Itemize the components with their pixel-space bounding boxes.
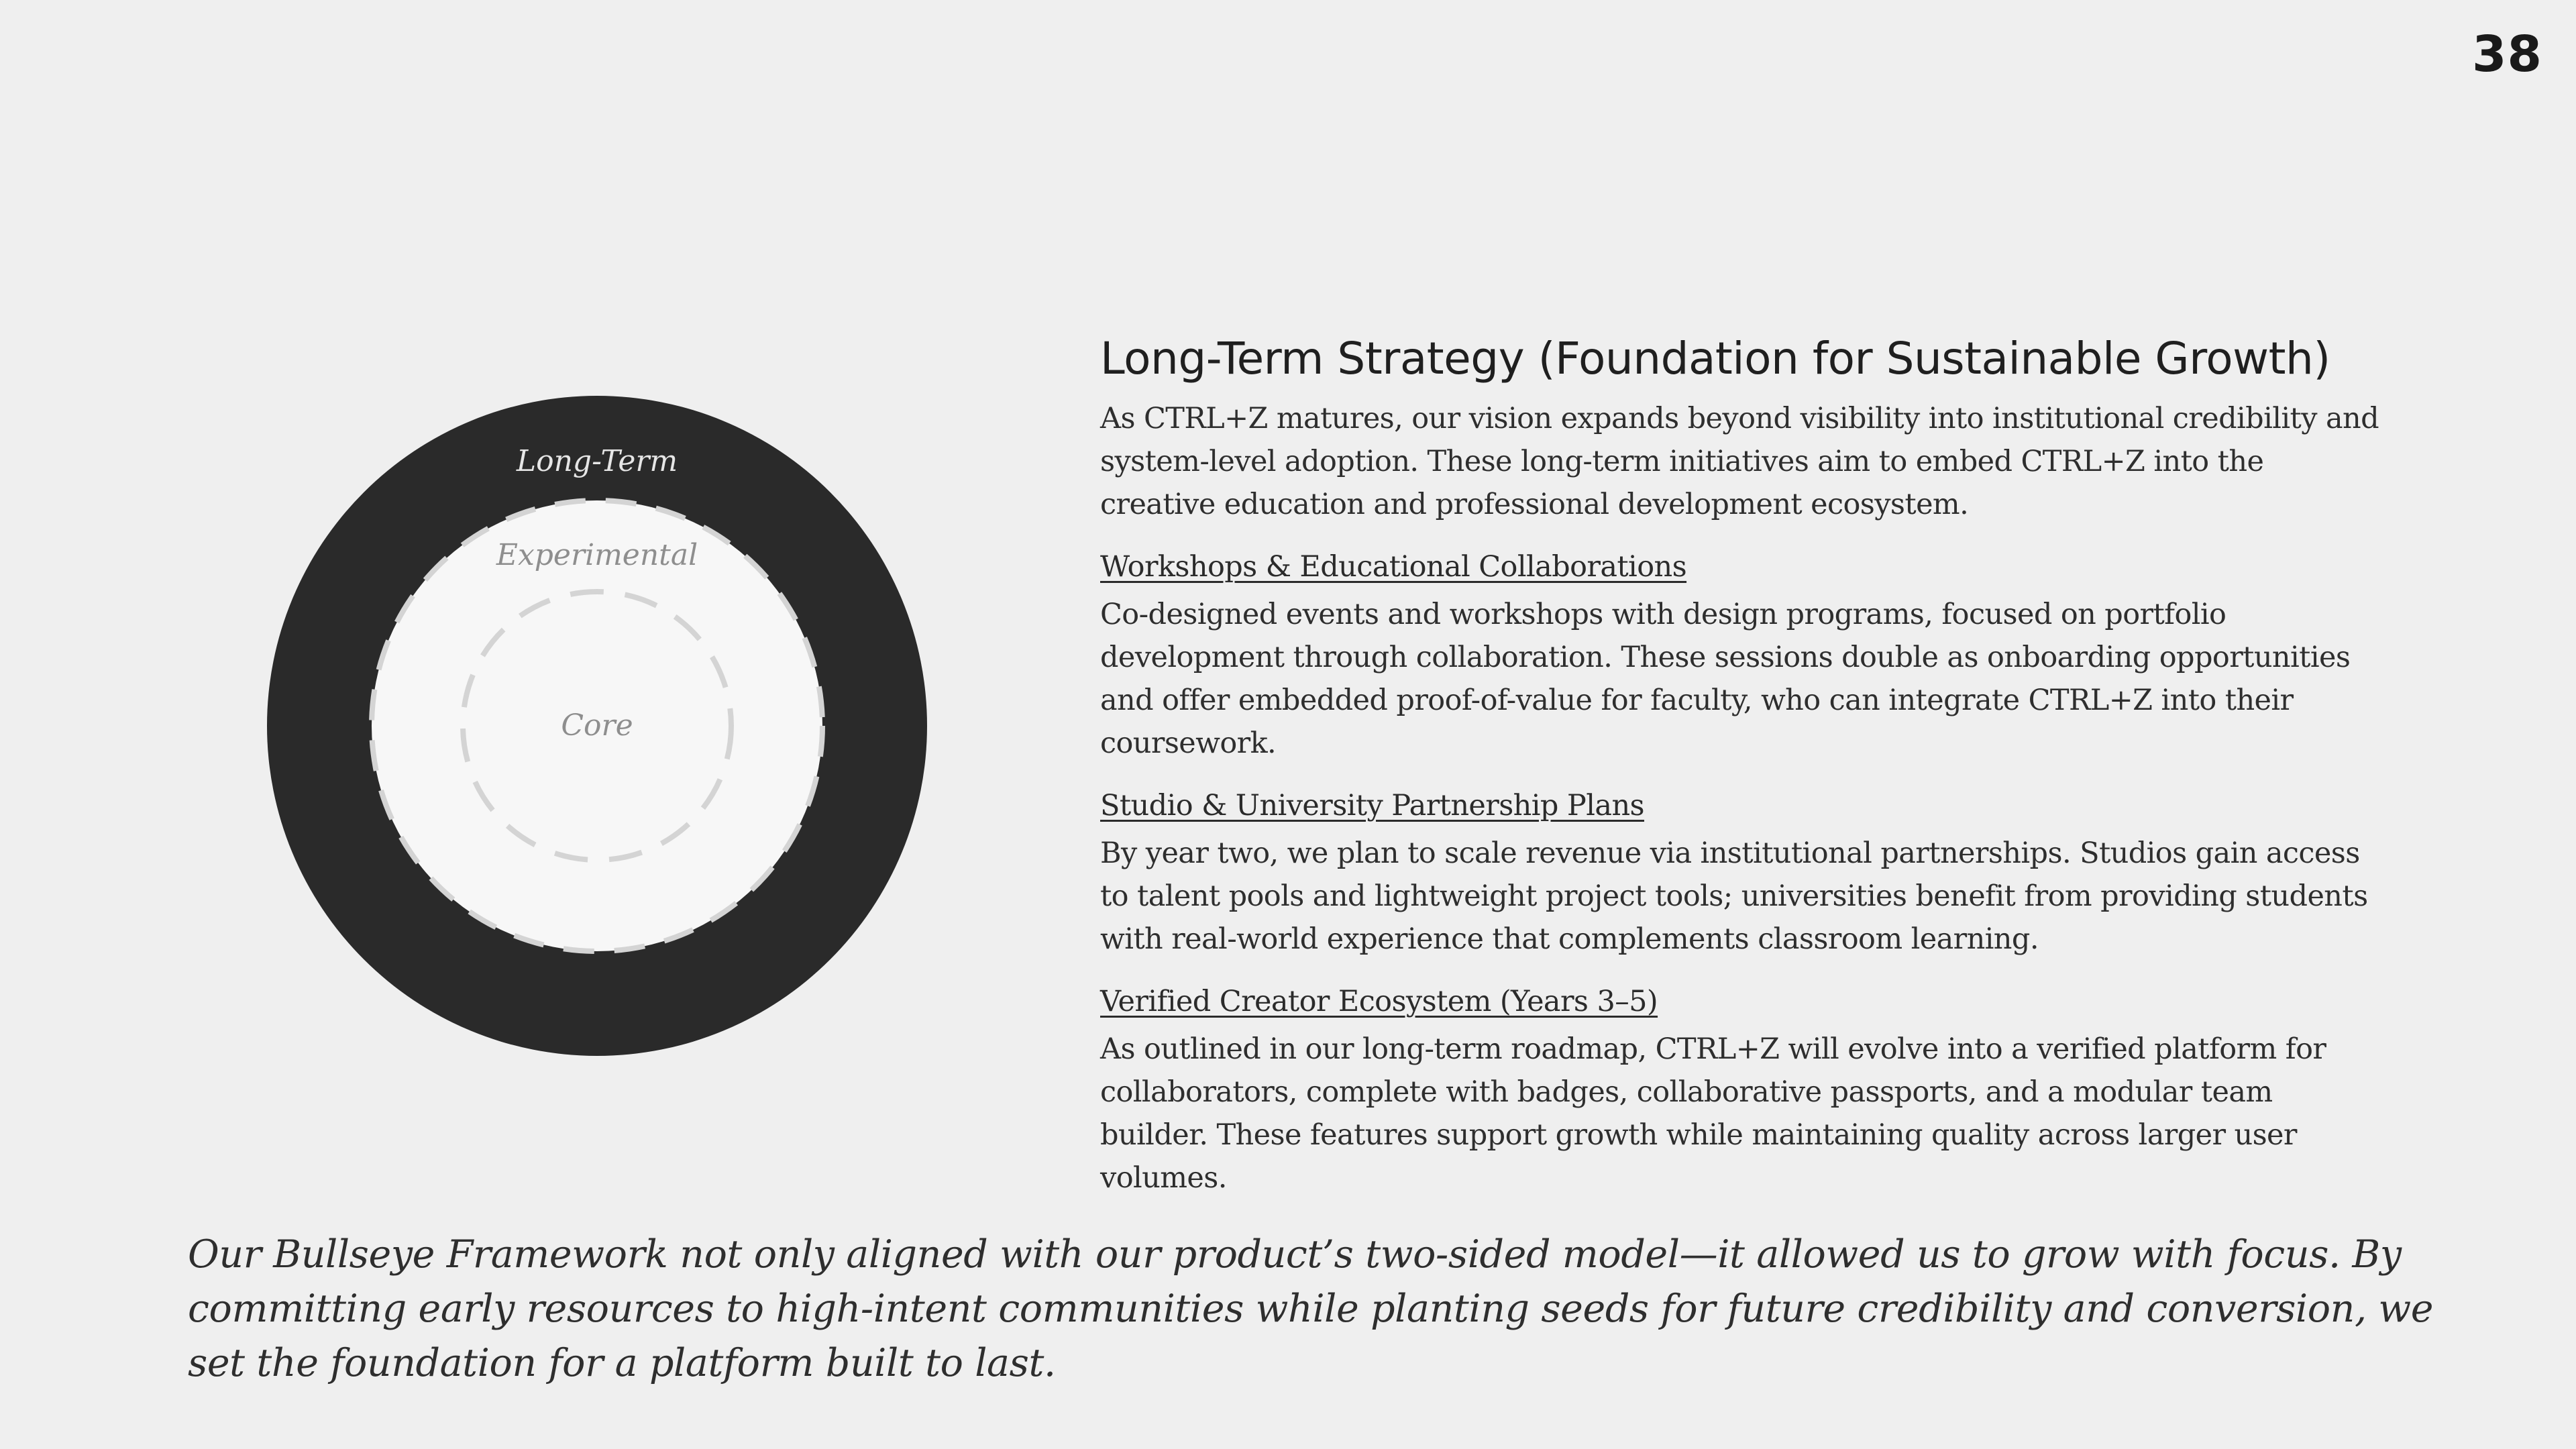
strategy-title: Long-Term Strategy (Foundation for Sustainable Growth) <box>1100 333 2330 384</box>
section-heading: Verified Creator Ecosystem (Years 3–5) <box>1100 985 1658 1018</box>
label-core: Core <box>561 708 633 743</box>
strategy-content <box>1100 329 2381 1199</box>
section-verified-ecosystem <box>1100 981 2381 1199</box>
page-number: 38 <box>2472 25 2542 83</box>
bullseye-diagram <box>267 396 927 1056</box>
section-body: Co-designed events and workshops with design programs, focused on portfolio development through collaboration. These sessions double as onboarding opportunities and offer embedded proof-of-value for faculty, who can integrate CTRL+Z into their coursework. <box>1100 598 2351 760</box>
section-body: By year two, we plan to scale revenue via institutional partnerships. Studios gain access to talent pools and lightweight project tools; universities benefit from providing students with real-world experience that complements classroom learning. <box>1100 837 2368 956</box>
section-heading: Studio & University Partnership Plans <box>1100 789 1645 822</box>
section-partnerships <box>1100 785 2381 961</box>
section-body: As outlined in our long-term roadmap, CTRL+Z will evolve into a verified platform for collaborators, complete with badges, collaborative passports, and a modular team builder. These features support growth while maintaining quality across larger user volumes. <box>1100 1032 2326 1195</box>
strategy-intro: As CTRL+Z matures, our vision expands beyond visibility into institutional credibility and system-level adoption. These long-term initiatives aim to embed CTRL+Z into the creative education and professional development ecosystem. <box>1100 402 2379 521</box>
label-long-term: Long-Term <box>516 444 678 478</box>
closing-statement: Our Bullseye Framework not only aligned with our product’s two-sided model—it allowed us to grow with focus. By committing early resources to high-intent communities while planting seeds for future credibility and conversion, we set the foundation for a platform built to last. <box>188 1232 2434 1385</box>
section-heading: Workshops & Educational Collaborations <box>1100 550 1687 584</box>
section-workshops <box>1100 546 2381 765</box>
label-experimental: Experimental <box>496 538 698 572</box>
